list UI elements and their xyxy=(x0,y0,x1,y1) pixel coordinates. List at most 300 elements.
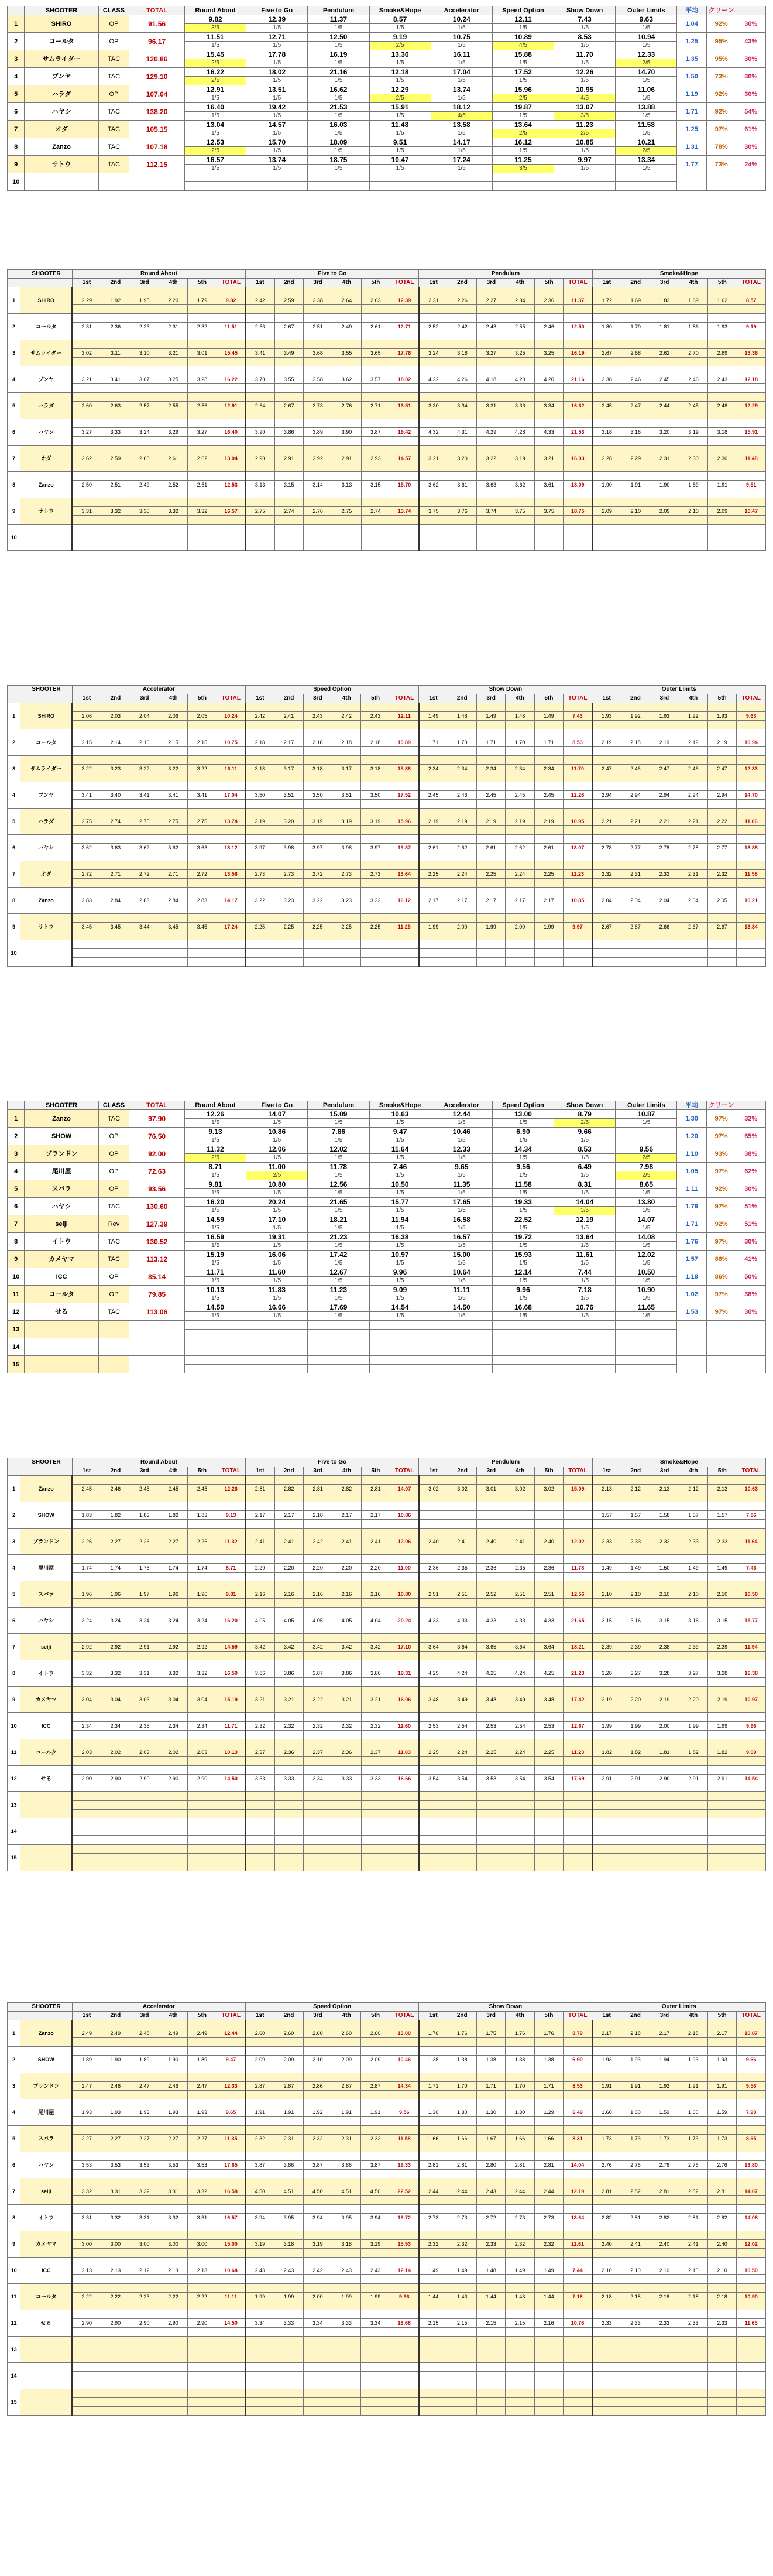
attempt-aux xyxy=(534,2301,563,2310)
attempt-time: 16.57 xyxy=(217,507,245,516)
attempt-time: 2.36 xyxy=(274,1748,303,1757)
stage-time: 16.62 xyxy=(308,85,369,94)
attempt-aux xyxy=(564,1836,592,1845)
attempt-aux xyxy=(419,340,448,349)
attempt-aux xyxy=(274,2275,303,2284)
attempt-aux xyxy=(274,1529,303,1537)
attempt-aux xyxy=(737,835,766,844)
attempt-aux xyxy=(737,516,765,525)
stage-detail: 1/5 xyxy=(308,94,369,103)
attempt-time: 4.05 xyxy=(246,1616,274,1625)
attempt-aux xyxy=(72,1687,101,1695)
attempt-aux xyxy=(534,2170,563,2178)
attempt-aux xyxy=(72,809,101,817)
attempt-aux xyxy=(303,463,332,472)
attempt-aux xyxy=(159,2064,187,2073)
attempt-aux xyxy=(274,879,303,888)
attempt-aux xyxy=(534,1581,563,1590)
attempt-time: 2.81 xyxy=(448,2161,476,2170)
attempt-time xyxy=(188,1854,217,1862)
attempt-time: 2.18 xyxy=(303,738,332,747)
attempt-time: 2.18 xyxy=(621,2293,650,2301)
attempt-aux xyxy=(650,1608,679,1616)
attempt-aux xyxy=(332,2152,361,2161)
attempt-aux xyxy=(130,747,159,756)
class-cell: OP xyxy=(98,15,129,33)
attempt-aux xyxy=(534,393,563,402)
attempt-aux xyxy=(390,2222,418,2231)
attempt-aux xyxy=(477,1660,506,1669)
attempt-time: 3.54 xyxy=(419,1775,448,1783)
attempt-time: 1.79 xyxy=(621,323,650,331)
attempt-time: 2.02 xyxy=(101,1748,130,1757)
attempt-aux xyxy=(564,542,592,551)
attempt-aux xyxy=(679,1529,707,1537)
attempt-aux xyxy=(737,2047,766,2056)
attempt-aux xyxy=(361,410,390,419)
attempt-aux xyxy=(477,1862,506,1871)
attempt-aux xyxy=(708,384,737,393)
clean-rate-cell xyxy=(706,1356,736,1373)
attempt-aux xyxy=(303,340,332,349)
attempt-time: 3.32 xyxy=(72,2187,101,2196)
attempt-aux xyxy=(130,2310,159,2319)
attempt-time: 2.25 xyxy=(534,1748,563,1757)
attempt-time: 1.93 xyxy=(650,712,679,721)
stage-time: 16.06 xyxy=(246,1251,308,1259)
attempt-aux xyxy=(217,314,245,323)
attempt-aux xyxy=(679,2020,707,2029)
attempt-aux xyxy=(188,1652,217,1660)
attempt-aux xyxy=(650,1757,679,1766)
attempt-aux xyxy=(332,2249,361,2258)
attempt-aux xyxy=(592,729,621,738)
header-attempt: 1st xyxy=(72,279,101,287)
attempt-aux xyxy=(679,1836,707,1845)
attempt-time xyxy=(332,2372,361,2380)
attempt-time: 1.48 xyxy=(476,2266,505,2275)
shooter-name: スバラ xyxy=(20,2126,73,2152)
attempt-time xyxy=(101,533,130,542)
attempt-aux xyxy=(246,314,274,323)
attempt-time: 12.91 xyxy=(217,402,245,410)
extra-cell: 38% xyxy=(736,1145,766,1163)
attempt-aux xyxy=(534,2407,563,2416)
attempt-aux xyxy=(217,1608,245,1616)
attempt-aux xyxy=(332,340,361,349)
table-row xyxy=(8,2354,766,2363)
attempt-aux xyxy=(679,2091,707,2099)
attempt-aux xyxy=(534,437,563,446)
attempt-aux xyxy=(361,2196,390,2205)
attempt-aux xyxy=(534,1634,563,1643)
attempt-aux xyxy=(246,914,274,923)
attempt-aux xyxy=(621,2143,650,2152)
attempt-aux xyxy=(274,2301,303,2310)
attempt-aux xyxy=(188,1678,217,1687)
attempt-time xyxy=(419,2345,448,2354)
attempt-time: 8.53 xyxy=(564,738,592,747)
attempt-aux xyxy=(564,1493,592,1502)
class-cell: TAC xyxy=(98,156,129,173)
attempt-aux xyxy=(707,703,736,712)
attempt-aux xyxy=(246,1678,274,1687)
header-attempt: TOTAL xyxy=(217,694,245,703)
attempt-aux xyxy=(332,756,361,765)
average-cell: 1.53 xyxy=(677,1303,706,1321)
attempt-aux xyxy=(506,2328,534,2337)
attempt-aux xyxy=(332,2196,361,2205)
stage-detail xyxy=(184,1365,246,1373)
attempt-aux xyxy=(534,1502,563,1511)
attempt-time: 2.16 xyxy=(534,2319,563,2328)
attempt-time: 2.09 xyxy=(332,2056,361,2064)
header-attempt: 4th xyxy=(332,279,361,287)
attempt-aux xyxy=(476,2249,505,2258)
attempt-aux xyxy=(650,2231,679,2240)
attempt-time: 17.65 xyxy=(217,2161,245,2170)
attempt-time xyxy=(72,949,101,958)
attempt-time: 2.00 xyxy=(506,923,534,931)
table-row xyxy=(8,1687,766,1695)
stage-time: 13.74 xyxy=(431,85,492,94)
clean-rate-cell: 92% xyxy=(706,1180,736,1198)
attempt-aux xyxy=(217,1704,245,1713)
table-row xyxy=(8,1827,766,1836)
attempt-aux xyxy=(621,1792,650,1801)
attempt-aux xyxy=(564,826,592,835)
attempt-aux xyxy=(72,1731,101,1739)
attempt-time: 2.73 xyxy=(506,2214,534,2222)
attempt-aux xyxy=(534,2020,563,2029)
attempt-aux xyxy=(448,2249,476,2258)
table-row xyxy=(8,1502,766,1511)
stage-time xyxy=(246,1356,308,1365)
attempt-aux xyxy=(246,1862,274,1871)
attempt-aux xyxy=(303,2389,332,2398)
attempt-aux xyxy=(534,331,563,340)
average-cell: 1.25 xyxy=(677,33,706,50)
attempt-aux xyxy=(217,2249,245,2258)
table-row xyxy=(8,765,766,773)
attempt-time: 1.71 xyxy=(534,738,563,747)
attempt-aux xyxy=(737,446,765,454)
attempt-time: 19.72 xyxy=(390,2214,418,2222)
attempt-aux xyxy=(534,489,563,498)
attempt-time: 2.22 xyxy=(159,2293,187,2301)
shooter-name: ブンヤ xyxy=(20,782,73,809)
attempt-aux xyxy=(419,2222,448,2231)
attempt-time: 1.89 xyxy=(72,2056,101,2064)
stage-detail: 1/5 xyxy=(431,59,492,68)
attempt-aux xyxy=(390,958,418,967)
attempt-time: 3.97 xyxy=(361,844,390,852)
attempt-aux xyxy=(650,2064,679,2073)
attempt-aux xyxy=(332,835,361,844)
stage-detail: 1/5 xyxy=(431,1294,492,1303)
stage-detail: 2/5 xyxy=(369,42,431,50)
attempt-time: 2.27 xyxy=(188,2135,217,2143)
attempt-time: 14.07 xyxy=(737,2187,766,2196)
attempt-time: 3.32 xyxy=(188,2187,217,2196)
attempt-aux xyxy=(621,2222,650,2231)
attempt-aux xyxy=(448,1836,476,1845)
attempt-aux xyxy=(217,861,245,870)
attempt-time: 2.78 xyxy=(650,844,679,852)
attempt-time: 3.27 xyxy=(72,428,101,437)
attempt-aux xyxy=(448,2337,476,2345)
stage-detail: 1/5 xyxy=(369,1259,431,1268)
attempt-aux xyxy=(101,1836,130,1845)
attempt-aux xyxy=(707,2310,736,2319)
attempt-aux xyxy=(506,384,534,393)
attempt-time: 3.63 xyxy=(188,844,217,852)
attempt-aux xyxy=(217,2222,245,2231)
attempt-aux xyxy=(361,1731,390,1739)
attempt-aux xyxy=(564,809,592,817)
attempt-aux xyxy=(130,835,159,844)
stage-detail: 1/5 xyxy=(616,112,677,121)
stage-time: 14.04 xyxy=(554,1198,616,1207)
attempt-time: 3.32 xyxy=(159,1669,187,1678)
attempt-aux xyxy=(621,2328,650,2337)
stage-detail xyxy=(431,1365,492,1373)
table-row xyxy=(8,817,766,826)
attempt-time: 16.40 xyxy=(217,428,245,437)
attempt-aux xyxy=(303,940,332,949)
attempt-aux xyxy=(564,2363,592,2372)
attempt-time: 9.65 xyxy=(217,2108,245,2117)
attempt-aux xyxy=(332,314,361,323)
table-row xyxy=(8,1783,766,1792)
attempt-time xyxy=(477,1511,506,1520)
attempt-aux xyxy=(650,2380,679,2389)
attempt-time xyxy=(592,2398,621,2407)
attempt-time: 1.70 xyxy=(506,738,534,747)
stage-detail: 1/5 xyxy=(369,1207,431,1215)
attempt-aux xyxy=(361,542,390,551)
attempt-aux xyxy=(650,2073,679,2082)
attempt-time: 4.18 xyxy=(477,375,506,384)
stage-detail: 1/5 xyxy=(554,1189,616,1198)
attempt-aux xyxy=(72,756,101,765)
stage-detail: 1/5 xyxy=(184,1136,246,1145)
stage-time: 10.24 xyxy=(431,15,492,24)
attempt-time: 3.42 xyxy=(246,1643,274,1652)
attempt-time: 2.31 xyxy=(419,296,448,305)
attempt-time: 4.05 xyxy=(332,1616,361,1625)
attempt-aux xyxy=(419,2064,448,2073)
attempt-aux xyxy=(246,463,274,472)
attempt-time: 2.31 xyxy=(650,454,679,463)
attempt-time: 3.48 xyxy=(477,1695,506,1704)
attempt-aux xyxy=(188,1862,217,1871)
attempt-aux xyxy=(361,463,390,472)
attempt-aux xyxy=(476,729,505,738)
attempt-time: 10.63 xyxy=(737,1485,765,1493)
attempt-aux xyxy=(448,366,476,375)
attempt-aux xyxy=(737,800,766,809)
attempt-aux xyxy=(159,888,187,896)
attempt-aux xyxy=(708,287,737,296)
attempt-aux xyxy=(448,1678,476,1687)
table-row xyxy=(8,1792,766,1801)
header-attempt: 4th xyxy=(679,2012,707,2020)
attempt-time: 2.44 xyxy=(419,2187,448,2196)
attempt-aux xyxy=(390,729,418,738)
attempt-aux xyxy=(72,703,101,712)
attempt-aux xyxy=(708,516,737,525)
attempt-time: 22.52 xyxy=(390,2187,418,2196)
header-stage: Speed Option xyxy=(246,686,419,694)
attempt-aux xyxy=(390,826,418,835)
attempt-time: 1.48 xyxy=(506,712,534,721)
attempt-aux xyxy=(477,1731,506,1739)
attempt-time: 1.75 xyxy=(476,2029,505,2038)
attempt-aux xyxy=(448,1731,476,1739)
attempt-aux xyxy=(361,1546,390,1555)
attempt-time: 2.32 xyxy=(419,2240,448,2249)
stage-time: 11.51 xyxy=(184,33,246,42)
attempt-aux xyxy=(650,393,679,402)
attempt-aux xyxy=(101,2126,130,2135)
stage-detail xyxy=(308,182,369,191)
attempt-aux xyxy=(448,2231,476,2240)
attempt-time: 2.60 xyxy=(332,2029,361,2038)
attempt-time: 9.51 xyxy=(737,481,765,489)
attempt-aux xyxy=(332,2091,361,2099)
header-attempt: 1st xyxy=(72,694,101,703)
attempt-time: 1.91 xyxy=(621,2082,650,2091)
class-cell xyxy=(98,173,129,191)
attempt-aux xyxy=(217,1502,245,1511)
attempt-aux xyxy=(592,835,621,844)
attempt-aux xyxy=(564,1476,592,1485)
attempt-aux xyxy=(650,1634,679,1643)
attempt-aux xyxy=(188,1836,217,1845)
attempt-aux xyxy=(130,1810,159,1818)
stage-time: 14.08 xyxy=(616,1233,677,1242)
attempt-aux xyxy=(534,2047,563,2056)
attempt-aux xyxy=(564,358,592,366)
attempt-time xyxy=(101,1854,130,1862)
attempt-time xyxy=(159,2345,187,2354)
attempt-aux xyxy=(592,1634,621,1643)
attempt-aux xyxy=(592,888,621,896)
attempt-aux xyxy=(361,703,390,712)
attempt-aux xyxy=(650,1476,679,1485)
attempt-aux xyxy=(130,729,159,738)
clean-rate-cell: 97% xyxy=(706,1286,736,1303)
attempt-time xyxy=(708,533,737,542)
attempt-aux xyxy=(534,2275,563,2284)
attempt-time: 2.32 xyxy=(361,2135,390,2143)
attempt-aux xyxy=(188,358,217,366)
attempt-aux xyxy=(592,472,621,481)
attempt-time: 2.34 xyxy=(476,765,505,773)
attempt-aux xyxy=(650,2143,679,2152)
attempt-time: 11.78 xyxy=(564,1564,592,1573)
attempt-aux xyxy=(650,1520,679,1529)
attempt-aux xyxy=(592,331,621,340)
attempt-aux xyxy=(506,1678,534,1687)
attempt-aux xyxy=(737,782,766,791)
attempt-aux xyxy=(101,1687,130,1695)
attempt-time: 2.25 xyxy=(534,870,563,879)
attempt-aux xyxy=(390,305,419,314)
attempt-aux xyxy=(534,419,563,428)
attempt-aux xyxy=(159,2047,187,2056)
attempt-time: 2.39 xyxy=(592,1643,621,1652)
attempt-time: 4.32 xyxy=(419,375,448,384)
attempt-time: 2.93 xyxy=(361,454,390,463)
attempt-aux xyxy=(737,809,766,817)
attempt-aux xyxy=(650,331,679,340)
attempt-aux xyxy=(419,2407,448,2416)
attempt-aux xyxy=(246,2222,274,2231)
attempt-aux xyxy=(390,1625,419,1634)
attempt-aux xyxy=(72,1757,101,1766)
attempt-aux xyxy=(130,2328,159,2337)
attempt-aux xyxy=(217,809,245,817)
attempt-aux xyxy=(361,747,390,756)
attempt-aux xyxy=(621,358,650,366)
attempt-time: 3.33 xyxy=(361,1775,390,1783)
attempt-aux xyxy=(246,1652,274,1660)
attempt-aux xyxy=(506,2073,534,2082)
attempt-aux xyxy=(448,525,476,533)
stage-time: 12.11 xyxy=(492,15,554,24)
attempt-time: 3.00 xyxy=(130,2240,159,2249)
attempt-aux xyxy=(332,940,361,949)
attempt-aux xyxy=(621,1687,650,1695)
shooter-name xyxy=(25,1338,98,1356)
attempt-aux xyxy=(621,2249,650,2258)
attempt-aux xyxy=(274,419,303,428)
attempt-aux xyxy=(130,1660,159,1669)
attempt-aux xyxy=(246,2091,274,2099)
attempt-time xyxy=(303,1854,332,1862)
attempt-time: 2.10 xyxy=(621,1590,650,1599)
attempt-time: 17.42 xyxy=(564,1695,592,1704)
average-cell: 1.10 xyxy=(677,1145,706,1163)
attempt-time: 2.10 xyxy=(679,507,707,516)
attempt-time: 2.04 xyxy=(650,896,679,905)
attempt-time xyxy=(650,2398,679,2407)
attempt-time: 13.04 xyxy=(217,454,245,463)
attempt-aux xyxy=(246,1687,274,1695)
attempt-aux xyxy=(564,1546,592,1555)
rank-cell: 10 xyxy=(8,940,20,967)
attempt-aux xyxy=(564,1599,592,1608)
attempt-aux xyxy=(621,1493,650,1502)
attempt-time: 10.87 xyxy=(737,2029,766,2038)
attempt-aux xyxy=(159,331,187,340)
attempt-aux xyxy=(534,2363,563,2372)
stage-time: 11.35 xyxy=(431,1180,492,1189)
attempt-aux xyxy=(650,472,679,481)
attempt-aux xyxy=(332,2284,361,2293)
attempt-time: 3.19 xyxy=(246,2240,274,2249)
attempt-time xyxy=(737,2398,766,2407)
table-row xyxy=(8,791,766,800)
stage-time: 13.36 xyxy=(369,50,431,59)
stage-detail: 1/5 xyxy=(369,59,431,68)
attempt-aux xyxy=(361,879,390,888)
shooter-name: せる xyxy=(20,1766,73,1792)
average-cell xyxy=(677,1321,706,1338)
attempt-aux xyxy=(217,1713,245,1722)
